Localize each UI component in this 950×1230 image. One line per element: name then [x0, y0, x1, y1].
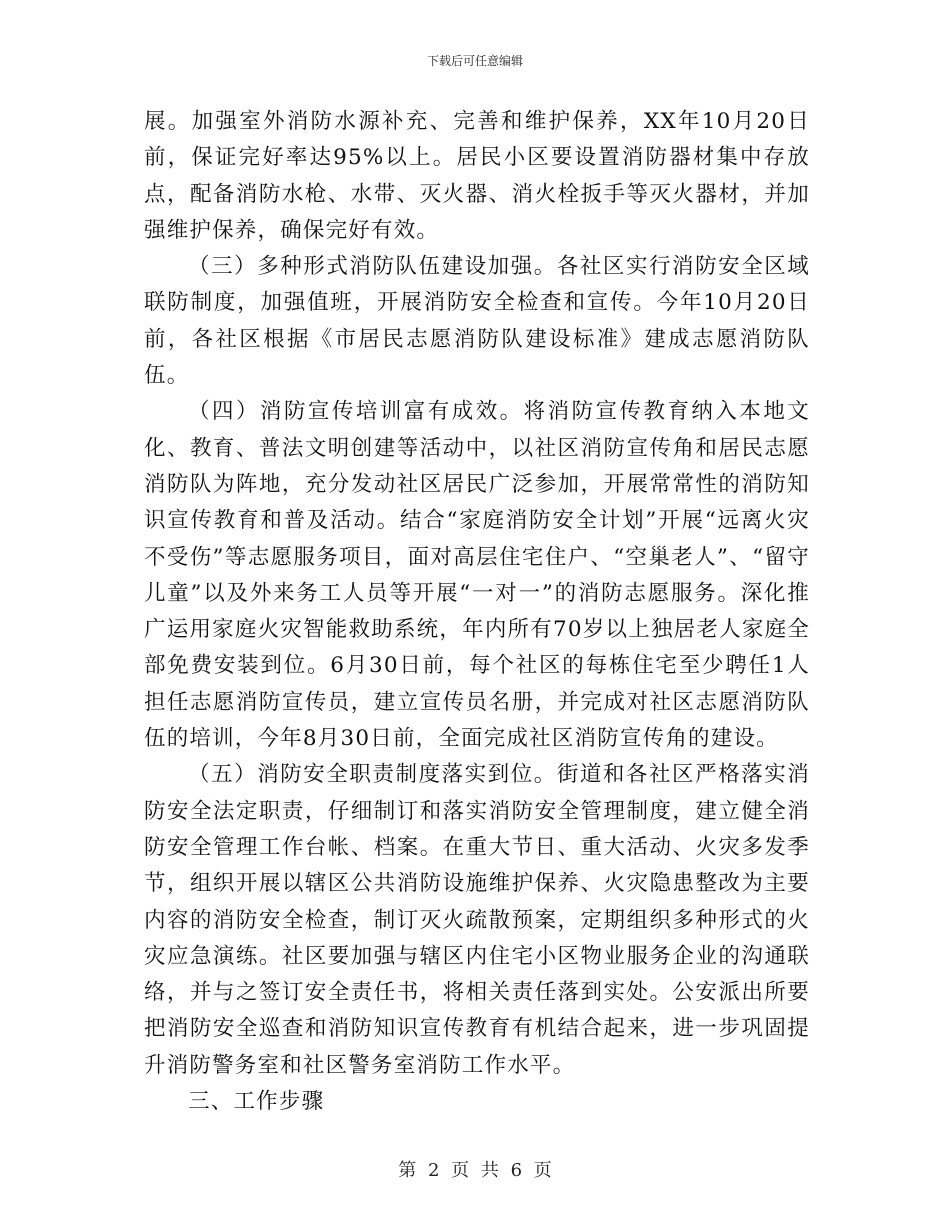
page-footer: 第 2 页 共 6 页 [398, 1160, 552, 1181]
section-heading: 三、工作步骤 [188, 1089, 325, 1115]
paragraph-4: （五）消防安全职责制度落实到位。街道和各社区严格落实消防安全法定职责，仔细制订和落实消防安全管理制度，建立健全消防安全管理工作台帐、档案。在重大节日、重大活动、火灾多发季节，组织开展以辖区公共消防设施维护保养、火灾隐患整改为主要内容的消防安全检查，制订灭火疏散预案，定期组织多种形式的火灾应急演练。社区要加强与辖区内住宅小区物业服务企业的沟通联络，并与之签订安全责任书，将相关责任落到实处。公安派出所要把消防安全巡查和消防知识宣传教育有机结合起来，进一步巩固提升消防警务室和社区警务室消防工作水平。 [144, 762, 810, 1078]
paragraph-3: （四）消防宣传培训富有成效。将消防宣传教育纳入本地文化、教育、普法文明创建等活动中，以社区消防宣传角和居民志愿消防队为阵地，充分发动社区居民广泛参加，开展常常性的消防知识宣传教育和普及活动。结合“家庭消防安全计划”开展“远离火灾不受伤”等志愿服务项目，面对高层住宅住户、“空巢老人”、“留守儿童”以及外来务工人员等开展“一对一”的消防志愿服务。深化推广运用家庭火灾智能救助系统，年内所有70岁以上独居老人家庭全部免费安装到位。6月30日前，每个社区的每栋住宅至少聘任1人担任志愿消防宣传员，建立宣传员名册，并完成对社区志愿消防队伍的培训，今年8月30日前，全面完成社区消防宣传角的建设。 [144, 399, 810, 752]
paragraph-2: （三）多种形式消防队伍建设加强。各社区实行消防安全区域联防制度，加强值班，开展消防安全检查和宣传。今年10月20日前，各社区根据《市居民志愿消防队建设标准》建成志愿消防队伍。 [144, 254, 810, 389]
page-header: 下载后可任意编辑 [426, 54, 523, 68]
document-body [144, 104, 810, 1120]
paragraph-1: 展。加强室外消防水源补充、完善和维护保养，XX年10月20日前，保证完好率达95%以上。居民小区要设置消防器材集中存放点，配备消防水枪、水带、灭火器、消火栓扳手等灭火器材，并加强维护保养，确保完好有效。 [144, 109, 810, 243]
